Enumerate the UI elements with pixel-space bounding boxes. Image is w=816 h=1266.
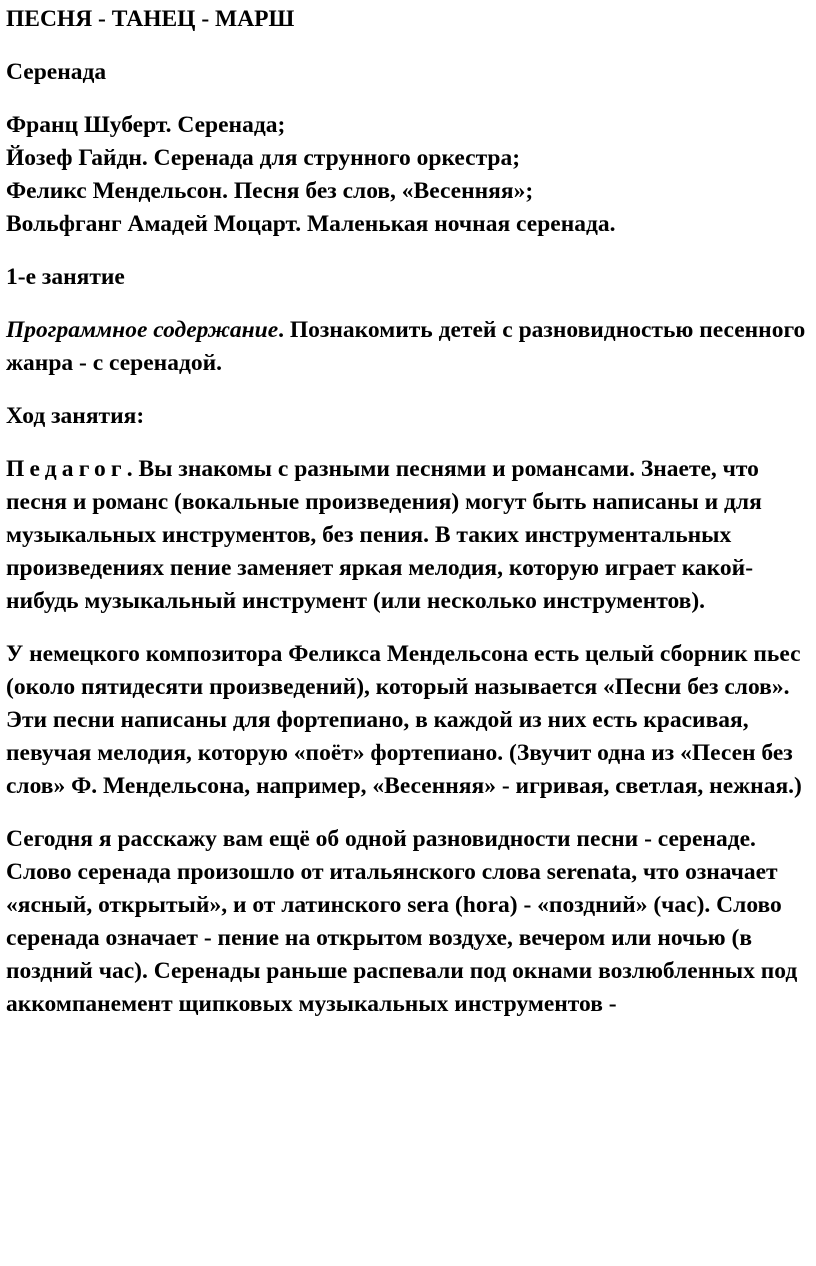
work-item: Феликс Мендельсон. Песня без слов, «Весенняя»; <box>6 178 534 204</box>
teacher-text: . Вы знакомы с разными песнями и романсами. Знаете, что песня и романс (вокальные произведения) могут быть написаны и для музыкальных инструментов, без пения. В таких инструментальных произведениях пение заменяет яркая мелодия, которую играет какой-нибудь музыкальный инструмент (или несколько инструментов). <box>6 456 762 614</box>
section-subheading: Серенада <box>6 59 107 85</box>
teacher-paragraph <box>6 453 806 618</box>
course-title: Ход занятия: <box>6 403 145 429</box>
program-dot: . <box>278 317 285 343</box>
work-item: Вольфганг Амадей Моцарт. Маленькая ночная серенада. <box>6 211 616 237</box>
serenade-paragraph: Сегодня я расскажу вам ещё об одной разновидности песни - серенаде. Слово серенада произошло от итальянского слова serenata, что означает «ясный, открытый», и от латинского sera (hora) - «поздний» (час). Слово серенада означает - пение на открытом воздухе, вечером или ночью (в поздний час). Серенады раньше распевали под окнами возлюбленных под аккомпанемент щипковых музыкальных инструментов - <box>6 826 798 1017</box>
mendelssohn-paragraph: У немецкого композитора Феликса Мендельсона есть целый сборник пьес (около пятидесяти произведений), который называется «Песни без слов». Эти песни написаны для фортепиано, в каждой из них есть красивая, певучая мелодия, которую «поёт» фортепиано. (Звучит одна из «Песен без слов» Ф. Мендельсона, например, «Весенняя» - игривая, светлая, нежная.) <box>6 641 802 799</box>
program-paragraph <box>6 314 806 380</box>
document-heading: ПЕСНЯ - ТАНЕЦ - МАРШ <box>6 6 295 32</box>
work-item: Франц Шуберт. Серенада; <box>6 112 286 138</box>
program-text: Познакомить детей с разновидностью песенного жанра - с серенадой. <box>6 317 806 376</box>
program-label: Программное содержание <box>6 317 279 343</box>
work-item: Йозеф Гайдн. Серенада для струнного оркестра; <box>6 145 521 171</box>
lesson-title: 1-е занятие <box>6 264 125 290</box>
teacher-speaker: Педагог <box>6 456 127 482</box>
